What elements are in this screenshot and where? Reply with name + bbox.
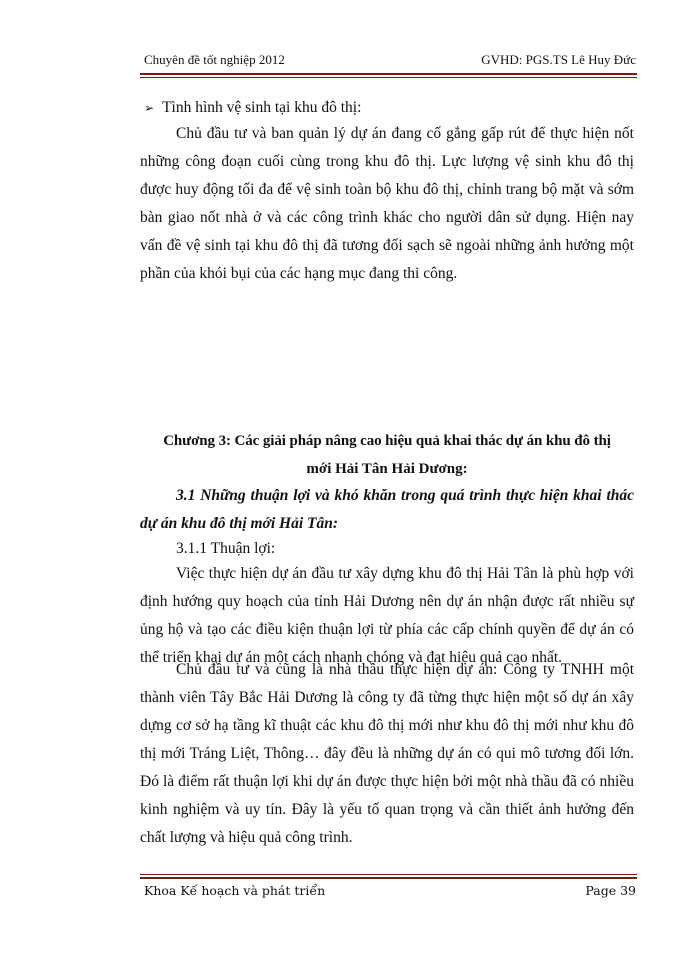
bullet-heading (144, 94, 361, 122)
header-left: Chuyên đề tốt nghiệp 2012 (144, 52, 285, 67)
paragraph-advantage-1: Việc thực hiện dự án đầu tư xây dựng khu đô thị Hải Tân là phù hợp với định hướng quy hoạch của tỉnh Hải Dương nên dự án nhận được rất nhiều sự ủng hộ và tạo các điều kiện thuận lợi từ phía các cấp chính quyền để dự án có thể triển khai dự án một cách nhanh chóng và đạt hiệu quả cao nhất. (140, 565, 634, 666)
section-heading: 3.1 Những thuận lợi và khó khăn trong quá trình thực hiện khai thác dự án khu đô thị mới Hải Tân: (140, 487, 634, 532)
chapter-title-line1: Chương 3: Các giải pháp nâng cao hiệu quả khai thác dự án khu đô thị (163, 433, 611, 449)
subsection-heading: 3.1.1 Thuận lợi: (176, 540, 276, 557)
footer-left: Khoa Kế hoạch và phát triển (144, 883, 326, 898)
bullet-text: Tình hình vệ sinh tại khu đô thị: (162, 99, 362, 116)
chapter-title-line2: mới Hải Tân Hải Dương: (306, 461, 468, 477)
paragraph-advantage-2: Chủ đầu tư và cũng là nhà thầu thực hiện dự án: Công ty TNHH một thành viên Tây Bắc Hải Dương là công ty đã từng thực hiện một số dự án xây dựng cơ sở hạ tầng kĩ thuật các khu đô thị mới như khu đô thị mới như khu đô thị mới Tráng Liệt, Thông… đây đều là những dự án có qui mô tương đối lớn. Đó là điểm rất thuận lợi khi dự án được thực hiện bởi một nhà thầu đã có nhiều kinh nghiệm và uy tín. Đây là yếu tố quan trọng và cần thiết ảnh hưởng đến chất lượng và hiệu quả công trình. (140, 661, 634, 846)
footer-rule-thin (140, 874, 637, 875)
page-number: Page 39 (585, 883, 636, 898)
footer-rule (140, 877, 637, 879)
header-rule-thin (140, 77, 637, 78)
header-right: GVHD: PGS.TS Lê Huy Đức (481, 52, 636, 67)
header-rule (140, 73, 637, 75)
paragraph-sanitation: Chủ đầu tư và ban quản lý dự án đang cố gắng gấp rút để thực hiện nốt những công đoạn cuối cùng trong khu đô thị. Lực lượng vệ sinh khu đô thị được huy động tối đa để vệ sinh toàn bộ khu đô thị, chỉnh trang bộ mặt và sớm bàn giao nốt nhà ở và các công trình khác cho người dân sử dụng. Hiện nay vấn đề vệ sinh tại khu đô thị đã tương đối sạch sẽ ngoài những ảnh hưởng một phần của khói bụi của các hạng mục đang thi công. (140, 125, 634, 282)
arrow-bullet-icon: ➢ (144, 101, 155, 115)
